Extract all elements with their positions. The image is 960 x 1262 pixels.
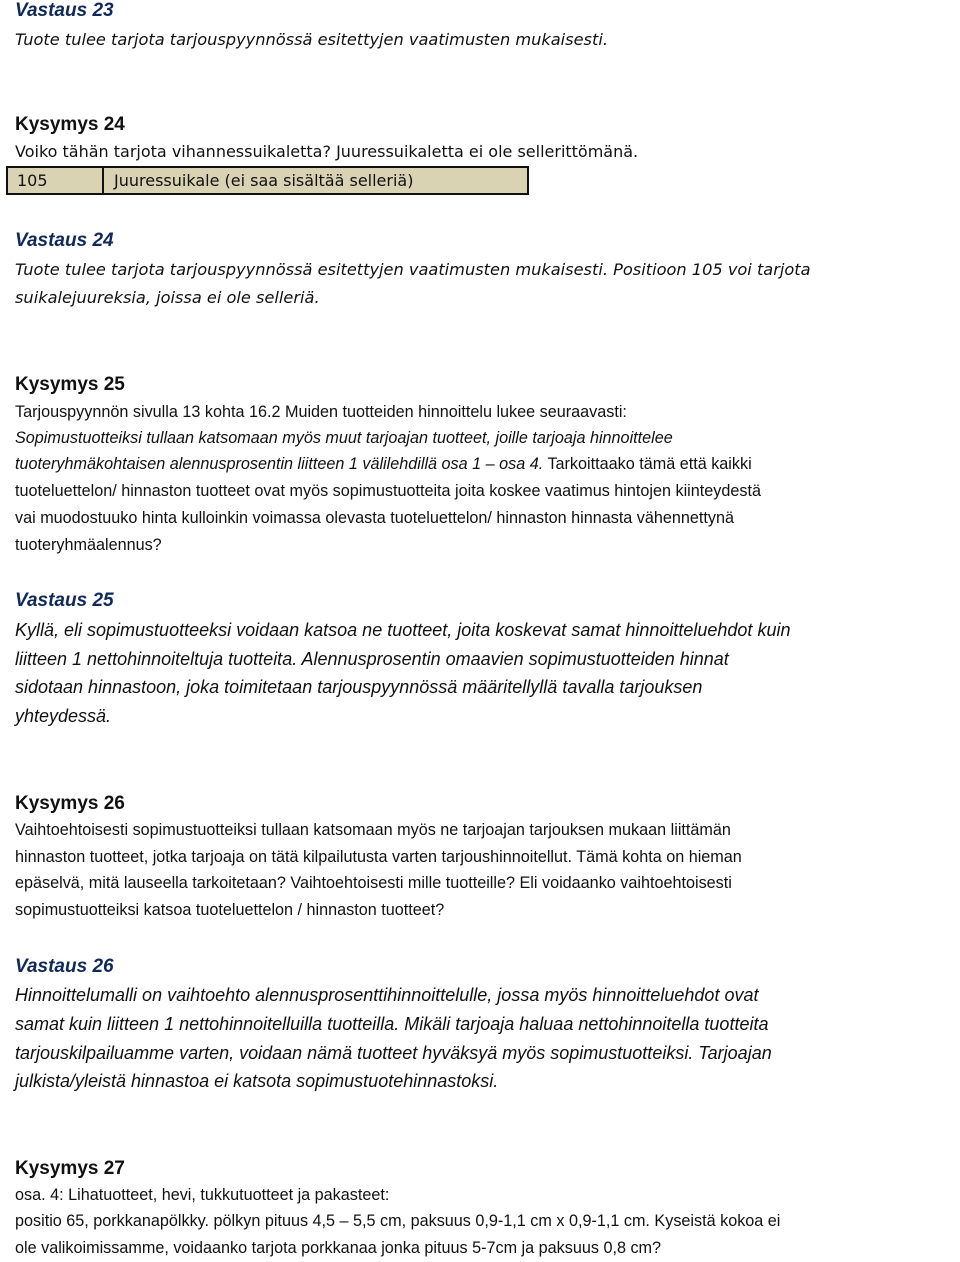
question-26-line: sopimustuotteiksi katsoa tuoteluettelon / hinnaston tuotteet? xyxy=(15,901,445,919)
answer-23-line: Tuote tulee tarjota tarjouspyynnössä esitettyjen vaatimusten mukaisesti. xyxy=(15,30,608,49)
question-25-line: Sopimustuotteiksi tullaan katsomaan myös muut tarjoajan tuotteet, joille tarjoaja hinnoittelee xyxy=(15,429,673,447)
question-25-line-italic: tuoteryhmäkohtaisen alennusprosentin liitteen 1 välilehdillä osa 1 – osa 4. xyxy=(15,455,544,473)
answer-25-line: yhteydessä. xyxy=(15,706,112,726)
answer-24-heading: Vastaus 24 xyxy=(15,230,114,251)
answer-26-heading: Vastaus 26 xyxy=(15,956,114,977)
question-25-line: tuoteryhmäalennus? xyxy=(15,536,162,554)
answer-25-line: liitteen 1 nettohinnoiteltuja tuotteita. Alennusprosentin omaavien sopimustuotteiden hinnat xyxy=(15,649,729,669)
position-item: Juuressuikale (ei saa sisältää selleriä) xyxy=(114,171,414,190)
question-25-line-normal: Tarkoittaako tämä että kaikki xyxy=(543,455,752,473)
answer-26-line: tarjouskilpailuamme varten, voidaan nämä tuotteet hyväksyä myös sopimustuotteiksi. Tarjoajan xyxy=(15,1043,772,1063)
question-25-line: Tarjouspyynnön sivulla 13 kohta 16.2 Muiden tuotteiden hinnoittelu lukee seuraavasti: xyxy=(15,403,627,421)
answer-26-line: samat kuin liitteen 1 nettohinnoitelluilla tuotteilla. Mikäli tarjoaja haluaa nettohinnoitella tuotteita xyxy=(15,1014,769,1034)
answer-25-heading: Vastaus 25 xyxy=(15,590,114,611)
answer-24-line: Tuote tulee tarjota tarjouspyynnössä esitettyjen vaatimusten mukaisesti. Positioon 105 voi tarjota xyxy=(15,260,811,279)
question-26-line: Vaihtoehtoisesti sopimustuotteiksi tullaan katsomaan myös ne tarjoajan tarjouksen mukaan liittämän xyxy=(15,821,731,839)
question-27-line: ole valikoimissamme, voidaanko tarjota porkkanaa jonka pituus 5-7cm ja paksuus 0,8 cm? xyxy=(15,1239,662,1257)
question-26-line: epäselvä, mitä lauseella tarkoitetaan? Vaihtoehtoisesti mille tuotteille? Eli voidaanko vaihtoehtoisesti xyxy=(15,874,732,892)
position-number: 105 xyxy=(8,168,104,193)
answer-26-line: julkista/yleistä hinnastoa ei katsota sopimustuotehinnastoksi. xyxy=(15,1071,499,1091)
answer-25-line: sidotaan hinnastoon, joka toimitetaan tarjouspyynnössä määritellyllä tavalla tarjouksen xyxy=(15,677,703,697)
answer-25-line: Kyllä, eli sopimustuotteeksi voidaan katsoa ne tuotteet, joita koskevat samat hinnoitteluehdot kuin xyxy=(15,620,791,640)
question-26-line: hinnaston tuotteet, jotka tarjoaja on tätä kilpailutusta varten tarjoushinnoitellut. Tämä kohta on hieman xyxy=(15,848,742,866)
position-table-row xyxy=(6,166,529,195)
question-27-line: osa. 4: Lihatuotteet, hevi, tukkutuotteet ja pakasteet: xyxy=(15,1186,390,1204)
question-27-heading: Kysymys 27 xyxy=(15,1158,125,1179)
question-25-line xyxy=(15,455,752,474)
question-24-heading: Kysymys 24 xyxy=(15,114,125,135)
answer-26-line: Hinnoittelumalli on vaihtoehto alennusprosenttihinnoittelulle, jossa myös hinnoitteluehdot ovat xyxy=(15,985,759,1005)
question-25-line: vai muodostuuko hinta kulloinkin voimassa olevasta tuoteluettelon/ hinnaston hinnasta vähennettynä xyxy=(15,509,735,527)
question-27-line: positio 65, porkkanapölkky. pölkyn pituus 4,5 – 5,5 cm, paksuus 0,9-1,1 cm x 0,9-1,1 cm. Kyseistä kokoa ei xyxy=(15,1212,781,1230)
question-25-heading: Kysymys 25 xyxy=(15,374,125,395)
answer-23-heading: Vastaus 23 xyxy=(15,0,114,21)
answer-24-line: suikalejuureksia, joissa ei ole selleriä. xyxy=(15,288,320,307)
question-26-heading: Kysymys 26 xyxy=(15,793,125,814)
question-24-line: Voiko tähän tarjota vihannessuikaletta? Juuressuikaletta ei ole sellerittömänä. xyxy=(15,142,639,161)
question-25-line: tuoteluettelon/ hinnaston tuotteet ovat myös sopimustuotteita joita koskee vaatimus hintojen kiinteydestä xyxy=(15,482,761,500)
